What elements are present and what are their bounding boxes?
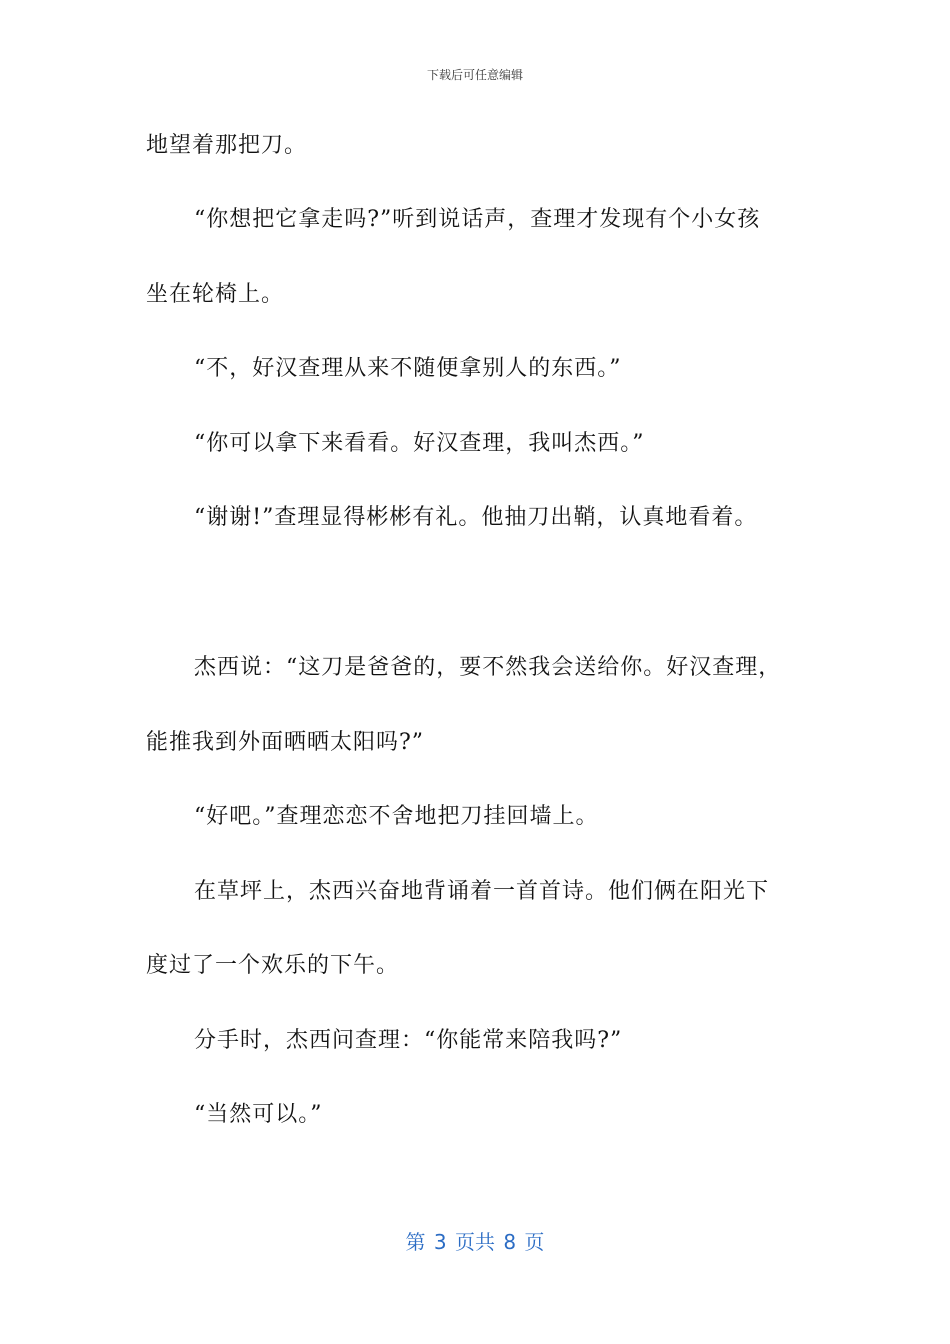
paragraph-line: “当然可以。” bbox=[194, 1102, 323, 1127]
paragraph-line: “你可以拿下来看看。好汉查理，我叫杰西。” bbox=[194, 431, 645, 456]
page-header: 下载后可任意编辑 bbox=[426, 68, 523, 82]
page-number: 第 3 页共 8 页 bbox=[405, 1230, 545, 1254]
paragraph-line: “不，好汉查理从来不随便拿别人的东西。” bbox=[194, 356, 622, 381]
paragraph-line: 度过了一个欢乐的下午。 bbox=[146, 953, 400, 978]
paragraph-line: 地望着那把刀。 bbox=[146, 133, 308, 158]
paragraph-line: 杰西说：“这刀是爸爸的，要不然我会送给你。好汉查理， bbox=[194, 655, 782, 680]
paragraph-line: 在草坪上，杰西兴奋地背诵着一首首诗。他们俩在阳光下 bbox=[194, 879, 770, 904]
paragraph-line: “谢谢!”查理显得彬彬有礼。他抽刀出鞘，认真地看着。 bbox=[194, 505, 758, 530]
paragraph-line: 坐在轮椅上。 bbox=[146, 282, 285, 307]
paragraph-line: “好吧。”查理恋恋不舍地把刀挂回墙上。 bbox=[194, 804, 599, 829]
paragraph-line: “你想把它拿走吗?”听到说话声，查理才发现有个小女孩 bbox=[194, 207, 761, 232]
paragraph-line: 分手时，杰西问查理：“你能常来陪我吗?” bbox=[194, 1028, 623, 1053]
paragraph-line: 能推我到外面晒晒太阳吗?” bbox=[146, 730, 425, 755]
